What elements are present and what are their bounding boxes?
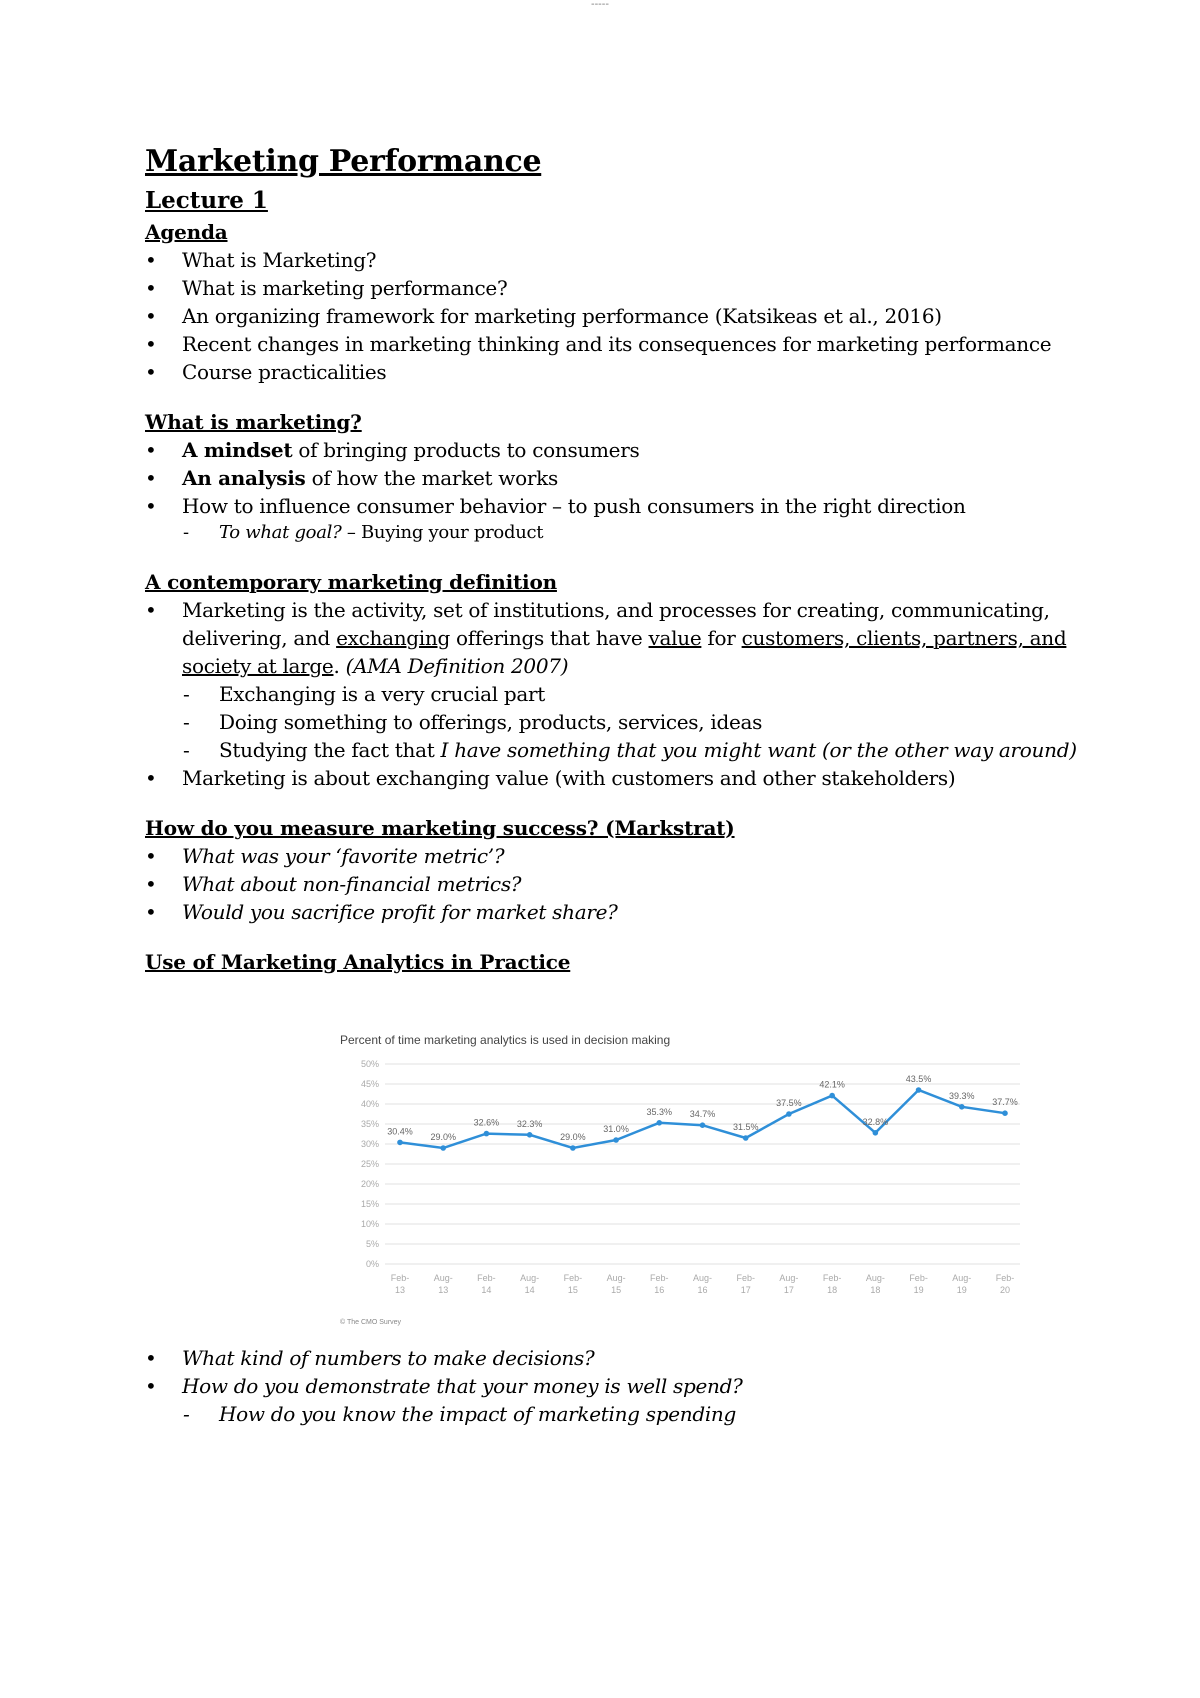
bold-term: A mindset — [182, 438, 293, 462]
chart-source: © The CMO Survey — [340, 1319, 402, 1326]
data-label: 34.7% — [689, 1109, 716, 1120]
x-tick-label: Aug- — [779, 1273, 799, 1283]
x-tick-label-year: 17 — [783, 1285, 794, 1295]
measure-heading: How do you measure marketing success? (Markstrat) — [145, 816, 735, 840]
data-label: 37.5% — [776, 1098, 802, 1108]
agenda-heading: Agenda — [145, 220, 228, 244]
question-item: • What kind of numbers to make decisions? — [145, 1344, 1105, 1372]
x-tick-label: Aug- — [692, 1273, 713, 1283]
list-item: • How to influence consumer behavior – to push consumers in the right direction — [145, 492, 1105, 520]
sub-item: - Doing something to offerings, products, services, ideas — [145, 708, 1105, 736]
y-tick-label: 40% — [360, 1099, 379, 1109]
what-is-marketing-section — [145, 408, 1105, 546]
data-point — [873, 1130, 879, 1136]
question-item: • What was your ‘favorite metric’? — [145, 842, 1105, 870]
item-text: – Buying your product — [341, 522, 544, 543]
y-tick-label: 5% — [365, 1239, 379, 1249]
y-tick-label: 10% — [360, 1219, 379, 1229]
analytics-section — [145, 948, 1105, 1328]
data-point — [959, 1104, 965, 1110]
analytics-chart — [340, 1028, 1040, 1328]
italic-text: To what goal? — [219, 522, 342, 543]
data-point — [786, 1111, 792, 1117]
lecture-heading: Lecture 1 — [145, 187, 268, 214]
data-label: 30.4% — [387, 1126, 413, 1137]
data-point — [570, 1145, 576, 1151]
data-label: 29.0% — [430, 1132, 456, 1142]
sub-item: - Exchanging is a very crucial part — [145, 680, 1105, 708]
data-label: 32.3% — [516, 1118, 543, 1129]
x-tick-label-year: 15 — [567, 1285, 578, 1295]
line-chart-svg — [340, 1028, 1040, 1328]
definition-section — [145, 568, 1105, 792]
data-label: 29.0% — [560, 1132, 586, 1142]
x-tick-label: Feb- — [390, 1273, 410, 1283]
document-title: Marketing Performance — [145, 144, 542, 179]
question-item: • What about non-financial metrics? — [145, 870, 1105, 898]
x-tick-label: Feb- — [477, 1273, 496, 1283]
data-point — [916, 1087, 922, 1093]
x-tick-label: Aug- — [952, 1273, 972, 1283]
data-point — [1002, 1110, 1008, 1116]
x-tick-label: Feb- — [995, 1273, 1015, 1283]
analytics-heading: Use of Marketing Analytics in Practice — [145, 950, 571, 974]
x-tick-label: Feb- — [736, 1273, 755, 1283]
agenda-item: • Recent changes in marketing thinking and its consequences for marketing performance — [145, 330, 1105, 358]
data-point — [527, 1132, 533, 1138]
y-tick-label: 30% — [360, 1139, 379, 1149]
text-run: . — [333, 654, 346, 678]
x-tick-label-year: 19 — [956, 1285, 967, 1295]
agenda-item: • An organizing framework for marketing performance (Katsikeas et al., 2016) — [145, 302, 1105, 330]
text-run: Marketing is the activity, set of institutions, and processes for creating, communicating, delivering, and — [182, 598, 1050, 650]
chart-title: Percent of time marketing analytics is used in decision making — [340, 1033, 671, 1047]
x-tick-label: Aug- — [606, 1273, 626, 1283]
data-point — [743, 1135, 749, 1141]
measure-section — [145, 814, 1105, 926]
document-body — [145, 140, 1105, 1428]
text-run: Studying the fact that — [219, 738, 441, 762]
series — [387, 1074, 1018, 1151]
data-point — [484, 1131, 490, 1137]
x-tick-label: Feb- — [822, 1273, 842, 1283]
measure-list — [145, 842, 1105, 926]
italic-text: I have something that you might want (or the other way around) — [440, 738, 1077, 762]
x-tick-label: Aug- — [865, 1273, 885, 1283]
x-tick-label-year: 19 — [913, 1285, 924, 1295]
list-item — [145, 436, 1105, 464]
data-label: 37.7% — [992, 1097, 1018, 1108]
data-point — [829, 1093, 835, 1099]
y-tick-label: 15% — [360, 1199, 379, 1209]
page-header: ----- — [590, 0, 610, 10]
y-tick-label: 25% — [360, 1159, 379, 1169]
data-label: 43.5% — [905, 1074, 932, 1084]
x-tick-label: Feb- — [563, 1273, 583, 1283]
after-chart-section — [145, 1344, 1105, 1428]
item-text: of bringing products to consumers — [292, 438, 640, 462]
x-tick-label-year: 14 — [524, 1285, 535, 1295]
data-point — [440, 1145, 446, 1151]
y-tick-label: 0% — [365, 1259, 379, 1269]
underlined-text: value — [648, 626, 702, 650]
data-label: 39.3% — [949, 1090, 975, 1101]
question-item: • Would you sacrifice profit for market share? — [145, 898, 1105, 926]
sub-item — [145, 520, 1105, 546]
what-is-marketing-heading: What is marketing? — [145, 410, 362, 434]
list-item — [145, 464, 1105, 492]
data-point — [397, 1140, 403, 1146]
agenda-item: • What is Marketing? — [145, 246, 1105, 274]
data-point — [656, 1120, 662, 1126]
after-chart-list — [145, 1344, 1105, 1428]
grid-lines — [385, 1064, 1020, 1264]
question-item: • How do you demonstrate that your money is well spend? — [145, 1372, 1105, 1400]
list-item: • Marketing is about exchanging value (with customers and other stakeholders) — [145, 764, 1105, 792]
y-tick-label: 50% — [360, 1059, 379, 1069]
y-axis — [361, 1059, 379, 1269]
agenda-item: • Course practicalities — [145, 358, 1105, 386]
text-run: for — [701, 626, 742, 650]
sub-item — [145, 736, 1105, 764]
what-is-marketing-list — [145, 436, 1105, 546]
y-tick-label: 45% — [360, 1079, 379, 1089]
x-tick-label-year: 18 — [870, 1285, 881, 1295]
agenda-item: • What is marketing performance? — [145, 274, 1105, 302]
definition-paragraph — [145, 596, 1105, 680]
definition-list — [145, 596, 1105, 792]
data-label: 32.6% — [473, 1117, 500, 1128]
x-tick-label: Aug- — [433, 1273, 453, 1283]
data-point — [613, 1137, 619, 1143]
y-tick-label: 20% — [360, 1179, 379, 1189]
text-run: offerings that have — [449, 626, 649, 650]
x-tick-label: Feb- — [650, 1273, 669, 1283]
x-axis — [391, 1273, 1015, 1295]
x-tick-label-year: 20 — [999, 1285, 1011, 1295]
agenda-list — [145, 246, 1105, 386]
x-tick-label: Aug- — [520, 1273, 540, 1283]
definition-heading: A contemporary marketing definition — [145, 570, 557, 594]
data-label: 32.8% — [862, 1116, 889, 1127]
data-label: 35.3% — [646, 1106, 673, 1117]
x-tick-label-year: 13 — [394, 1285, 406, 1295]
item-text: of how the market works — [305, 466, 558, 490]
x-tick-label-year: 13 — [438, 1285, 449, 1295]
underlined-text: customers, clients, partners, and society at large — [182, 626, 1067, 678]
bold-term: An analysis — [182, 466, 306, 490]
x-tick-label-year: 16 — [654, 1285, 665, 1295]
x-tick-label-year: 18 — [827, 1285, 838, 1295]
data-label: 31.0% — [603, 1124, 629, 1134]
data-point — [700, 1122, 706, 1128]
data-label: 31.5% — [732, 1122, 759, 1132]
data-label: 42.1% — [819, 1079, 845, 1090]
x-tick-label: Feb- — [909, 1273, 928, 1283]
x-tick-label-year: 17 — [740, 1285, 751, 1295]
x-tick-label-year: 16 — [697, 1285, 708, 1295]
citation: (AMA Definition 2007) — [345, 654, 569, 678]
y-tick-label: 35% — [360, 1119, 379, 1129]
x-tick-label-year: 14 — [481, 1285, 492, 1295]
sub-item: - How do you know the impact of marketing spending — [145, 1400, 1105, 1428]
underlined-text: exchanging — [336, 626, 450, 650]
x-tick-label-year: 15 — [611, 1285, 622, 1295]
